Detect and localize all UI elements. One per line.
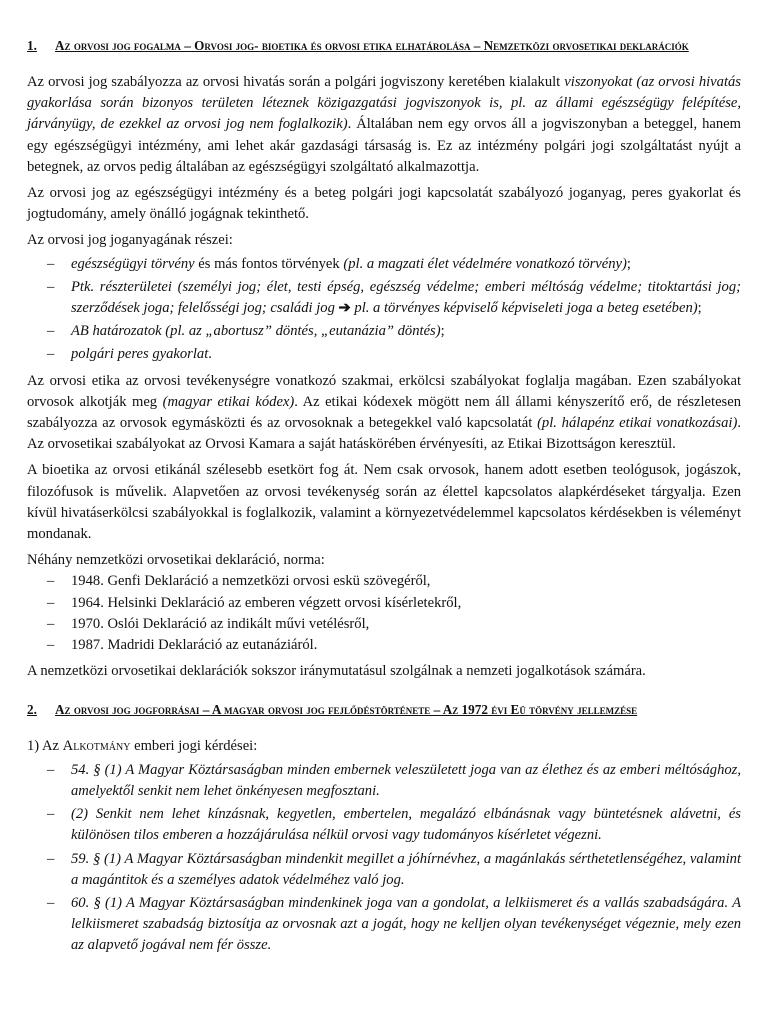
section-2-heading [27,700,741,719]
section-1-number: 1. [27,38,37,53]
italic-text: 54. § (1) A Magyar Köztársaságban minden embernek veleszületett joga van az élethez és az emberi méltósághoz, amelyektől senkit nem lehet önkényesen megfosztani. [71,761,741,799]
italic-text: pl. a törvényes képviselő képviseleti joga a beteg esetében) [350,300,698,317]
dash-bullet: – [47,278,55,295]
dash-bullet: – [47,346,55,363]
dash-bullet: – [47,323,55,340]
section-2-title: Az orvosi jog jogforrásai – A magyar orvosi jog fejlődéstörténete – Az 1972 évi Eü törvény jellemzése [55,702,638,718]
list-item [27,593,741,614]
italic-text: AB határozatok (pl. az „abortusz” döntés, „eutanázia” döntés) [71,323,441,340]
list-item [27,760,741,802]
list-item [27,571,741,592]
text: ; [697,300,702,317]
text: . Általában nem egy orvos áll a jogviszonyban a beteggel, hanem egy egészségügyi intézmény, ami lehet akár gazdasági társaság is. Ez az intézmény polgári jogi szolgáltatást nyújt a betegnek, az orvos pedig általában az egészségügyi szolgáltató alkalmazottja. [27,116,741,175]
paragraph-orvosi-jog [27,72,741,178]
parts-list [27,254,741,366]
arrow-right-icon: ➔ [338,300,351,317]
text: . Az etikai kódexek mögött nem áll állami kényszerítő erő, de részletesen szabályozza az orvosok egymásközti és az orvosoknak a betegekkel való kapcsolatát [27,393,742,432]
dash-bullet: – [47,894,55,911]
text: Az orvosi etika az orvosi tevékenységre vonatkozó szakmai, erkölcsi szabályokat foglalja magában. Ezen szabályokat orvosok alkotják meg [27,372,741,410]
list-item [27,614,741,635]
declarations-list [27,571,741,656]
text: Alkotmány [62,738,131,755]
list-item [27,321,741,342]
dash-bullet: – [47,573,55,590]
text: 1) Az [27,738,63,755]
italic-text: Ptk. részterületei (személyi jog; élet, testi épség, egészség védelme; emberi méltóság védelme; titoktartási jog; szerződések joga; felelősségi jog; családi jog [71,278,741,317]
paragraph-definition: Az orvosi jog az egészségügyi intézmény és a beteg polgári jogi kapcsolatát szabályozó joganyag, peres gyakorlat és jogtudomány, amely önálló jogágnak tekinthető. [27,185,741,223]
list-item [27,635,741,656]
text: és más fontos törvények [194,255,344,272]
articles-list [27,760,741,957]
list-item [27,277,741,319]
italic-text: polgári peres gyakorlat [71,346,209,363]
list-item [27,849,741,891]
dash-bullet: – [47,761,55,778]
italic-text: (2) Senkit nem lehet kínzásnak, kegyetlen, embertelen, megalázó elbánásnak vagy büntetésnek alávetni, és különösen tilos emberen a hozzájárulása nélkül orvosi vagy tudományos kísérletet végezni. [71,806,741,844]
dash-bullet: – [47,255,55,272]
paragraph-declarations-intro: Néhány nemzetközi orvosetikai deklaráció, norma: [27,552,325,569]
list-item [27,254,741,275]
text: . [208,346,212,363]
paragraph-alkotmany-intro [27,736,741,757]
text: 1987. Madridi Deklaráció az eutanáziáról. [71,637,318,654]
dash-bullet: – [47,637,55,654]
italic-text: egészségügyi törvény [71,255,195,272]
text: 1970. Oslói Deklaráció az indikált művi vetélésről, [71,615,370,632]
italic-text: viszonyokat (az orvosi hivatás gyakorlása során bizonyos területen léteznek közigazgatási jogviszonyok is, pl. az állami egészségügy felépítése, járványügy, de ezekkel az orvosi jog nem foglalkozik) [27,74,741,133]
italic-text: (pl. hálapénz etikai vonatkozásai) [537,415,738,432]
section-1-heading [27,36,741,55]
paragraph-bioetika: A bioetika az orvosi etikánál szélesebb esetkört fog át. Nem csak orvosok, hanem adott esetben teológusok, jogászok, filozófusok is művelik. Alapvetően az orvosi tevékenység során az élettel kapcsolatos alapkérdéseket tárgyalja. Ezen kívül hivatáserkölcsi szabályokkal is foglalkozik, valamint a környezetvédelemmel kapcsolatos kérdésekben is véleményt mondanak. [27,462,741,543]
italic-text: (pl. a magzati élet védelmére vonatkozó törvény) [343,255,627,272]
text: 1964. Helsinki Deklaráció az emberen végzett orvosi kísérletekről, [71,594,462,611]
dash-bullet: – [47,615,55,632]
text: 1948. Genfi Deklaráció a nemzetközi orvosi eskü szövegéről, [71,573,431,590]
list-item [27,893,741,957]
section-1-title: Az orvosi jog fogalma – Orvosi jog- bioetika és orvosi etika elhatárolása – Nemzetközi orvosetikai deklarációk [55,38,689,53]
text: ; [440,323,445,340]
text: emberi jogi kérdései: [130,738,258,755]
paragraph-declarations-role: A nemzetközi orvosetikai deklarációk sokszor iránymutatásul szolgálnak a nemzeti jogalkotások számára. [27,663,646,680]
dash-bullet: – [47,806,55,823]
text: Az orvosi jog szabályozza az orvosi hivatás során a polgári jogviszony keretében kialakult [27,74,565,90]
list-item [27,344,741,365]
paragraph-parts-intro: Az orvosi jog joganyagának részei: [27,232,233,249]
dash-bullet: – [47,594,55,611]
dash-bullet: – [47,850,55,867]
list-item [27,804,741,846]
italic-text: 60. § (1) A Magyar Köztársaságban mindenkinek joga van a gondolat, a lelkiismeret és a vallás szabadságára. A lelkiismeret szabadság biztosítja az orvosnak azt a jogát, hogy ne kelljen olyan tevékenységet végeznie, mely ezen az alapvető jogával nem fér össze. [71,894,741,954]
section-2-number: 2. [27,702,37,718]
text: . Az orvosetikai szabályokat az Orvosi Kamara a saját hatáskörében érvényesíti, az Etikai Bizottságon keresztül. [27,415,741,453]
paragraph-orvosi-etika [27,371,741,456]
text: ; [626,255,631,272]
italic-text: (magyar etikai kódex) [162,393,295,410]
italic-text: 59. § (1) A Magyar Köztársaságban mindenkit megillet a jóhírnévhez, a magánlakás sérthetetlenségéhez, valamint a magántitok és a személyes adatok védelméhez való jog. [71,850,741,888]
